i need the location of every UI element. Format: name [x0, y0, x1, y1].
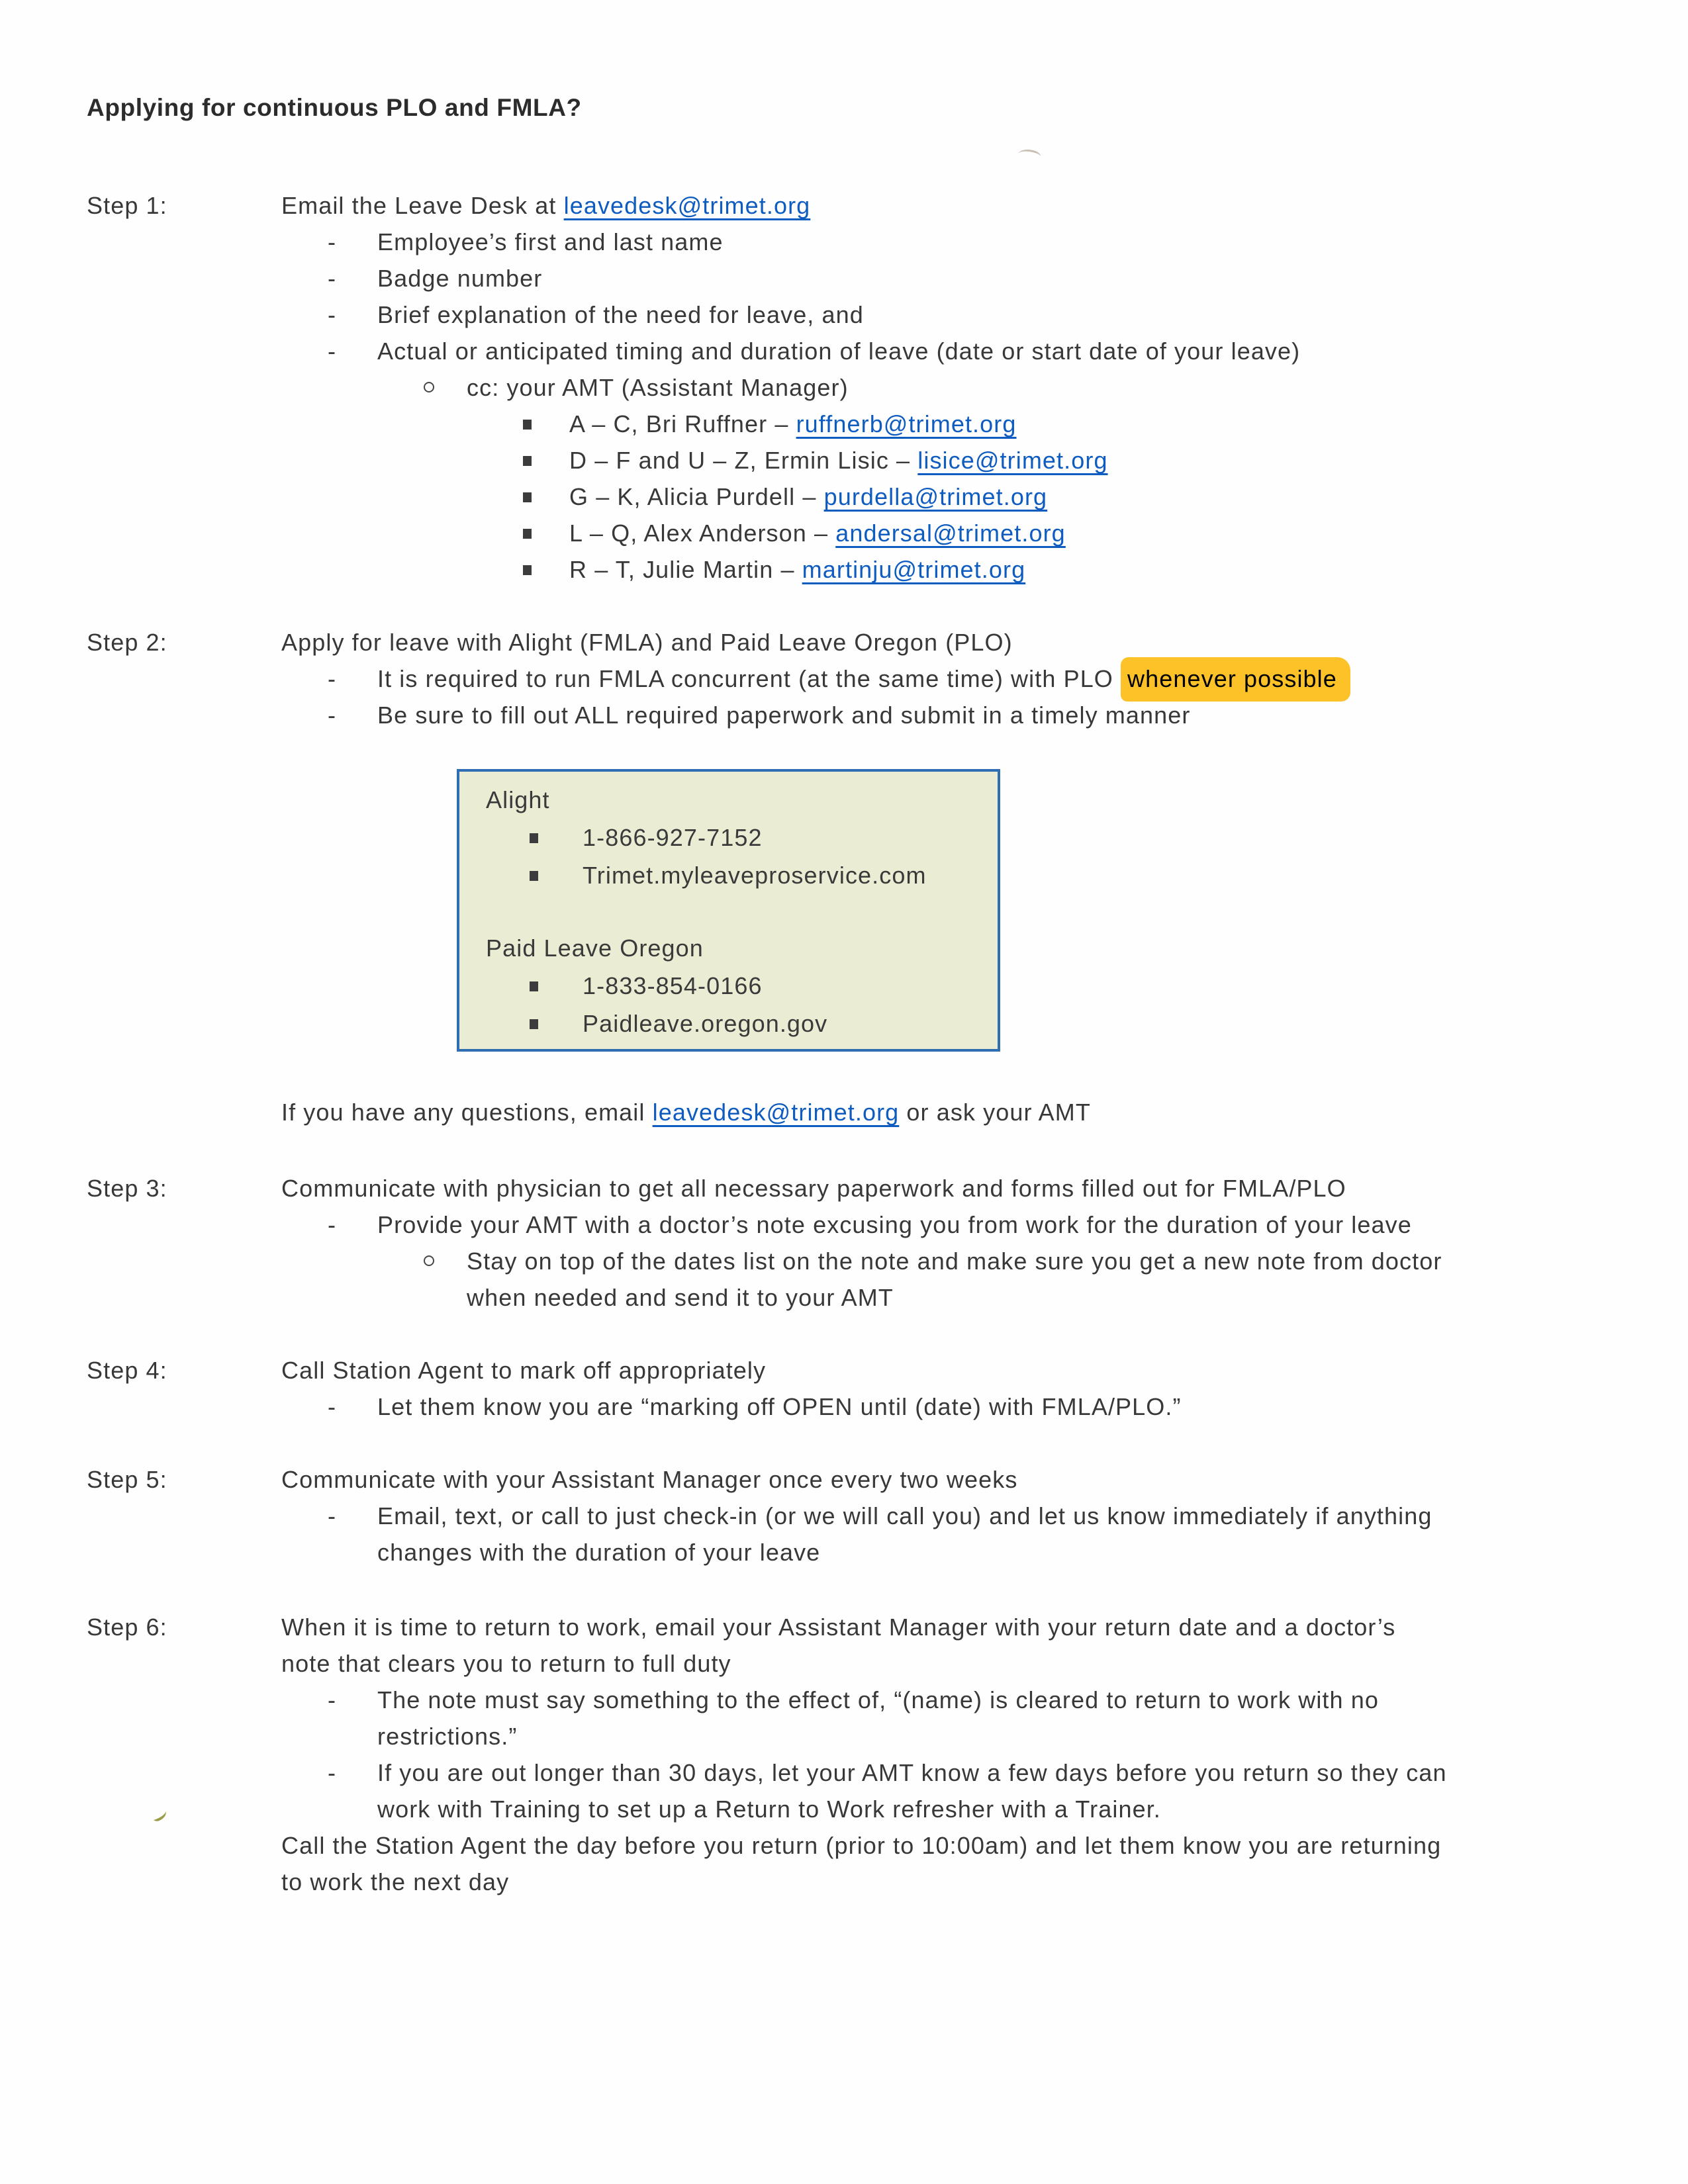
step-2-section [87, 624, 1688, 1130]
step-2-bullet-paperwork [281, 697, 1688, 733]
leavedesk-email-link[interactable]: leavedesk@trimet.org [652, 1099, 900, 1126]
amt-contact-row [281, 406, 1688, 442]
step-3-label: Step 3: [87, 1175, 167, 1202]
dash-bullet-icon: - [328, 265, 337, 292]
dash-bullet-icon: - [328, 1759, 337, 1786]
alight-phone-row [486, 819, 984, 856]
step-1-section [87, 187, 1688, 588]
questions-note [281, 1094, 1688, 1130]
step-3-sub-dates-text-1: Stay on top of the dates list on the note and make sure you get a new note from doctor [467, 1248, 1442, 1275]
step-1-heading-text: Email the Leave Desk at [281, 192, 564, 219]
amt-contact-row [281, 551, 1688, 588]
amt-contact-row [281, 442, 1688, 478]
box-spacer [486, 894, 984, 929]
dash-bullet-icon: - [328, 1211, 337, 1238]
step-1-label: Step 1: [87, 192, 167, 219]
step-2-body [281, 624, 1688, 1130]
step-1-cc-line [281, 369, 1688, 406]
step-4-label: Step 4: [87, 1357, 167, 1384]
square-bullet-icon [523, 529, 532, 539]
plo-phone: 1-833-854-0166 [583, 972, 763, 999]
circle-bullet-icon [424, 382, 434, 392]
step-4-bullet-markoff [281, 1388, 1688, 1425]
square-bullet-icon [523, 456, 532, 466]
amt-anderson-email-link[interactable]: andersal@trimet.org [835, 520, 1066, 547]
step-1-bullet-badge-text: Badge number [377, 265, 543, 292]
leavedesk-email-link[interactable]: leavedesk@trimet.org [563, 192, 811, 219]
step-4-section [87, 1352, 1688, 1425]
dash-bullet-icon: - [328, 1502, 337, 1529]
step-5-heading: Communicate with your Assistant Manager once every two weeks [281, 1466, 1018, 1493]
square-bullet-icon [523, 565, 532, 575]
step-6-bullet-note-line-2: restrictions.” [377, 1723, 518, 1750]
alight-website: Trimet.myleaveproservice.com [583, 862, 927, 889]
step-3-sub-dates-line-2: when needed and send it to your AMT [467, 1284, 894, 1311]
dash-bullet-icon: - [328, 301, 337, 328]
step-5-bullet-checkin-line-2: changes with the duration of your leave [377, 1539, 821, 1566]
square-bullet-icon [530, 981, 538, 991]
step-6-tail-line-2: to work the next day [281, 1868, 510, 1895]
square-bullet-icon [523, 492, 532, 502]
amt-purdell-email-link[interactable]: purdella@trimet.org [823, 483, 1048, 510]
step-6-label: Step 6: [87, 1614, 167, 1641]
plo-phone-row [486, 967, 984, 1005]
step-3-heading: Communicate with physician to get all necessary paperwork and forms filled out for FMLA/PLO [281, 1175, 1346, 1202]
step-6-bullet-30days-line-1 [281, 1754, 1688, 1791]
amt-contact-text: R – T, Julie Martin – [569, 556, 802, 583]
amt-contact-text: L – Q, Alex Anderson – [569, 520, 836, 547]
step-1-bullet-timing [281, 333, 1688, 369]
amt-contact-text: G – K, Alicia Purdell – [569, 483, 824, 510]
dash-bullet-icon: - [328, 1686, 337, 1713]
step-3-body [281, 1170, 1688, 1316]
step-1-bullet-name [281, 224, 1688, 260]
dash-bullet-icon: - [328, 338, 337, 365]
step-4-body [281, 1352, 1688, 1425]
step-6-bullet-30days-text-1: If you are out longer than 30 days, let your AMT know a few days before you return so they can [377, 1759, 1447, 1786]
step-1-bullet-badge [281, 260, 1688, 296]
step-2-bullet-concurrent [281, 660, 1688, 697]
dash-bullet-icon: - [328, 702, 337, 729]
step-1-bullet-explanation-text: Brief explanation of the need for leave, and [377, 301, 864, 328]
square-bullet-icon [530, 1019, 538, 1029]
step-1-heading [281, 187, 1688, 224]
amt-ruffner-email-link[interactable]: ruffnerb@trimet.org [796, 410, 1017, 437]
step-2-label: Step 2: [87, 629, 167, 656]
circle-bullet-icon [424, 1255, 434, 1266]
contact-info-box [457, 769, 1000, 1052]
step-2-bullet-concurrent-text: It is required to run FMLA concurrent (at the same time) with PLO [377, 665, 1121, 692]
step-3-bullet-doctor-note-text: Provide your AMT with a doctor’s note excusing you from work for the duration of your leave [377, 1211, 1412, 1238]
step-6-bullet-note-text-1: The note must say something to the effect of, “(name) is cleared to return to work with no [377, 1686, 1380, 1713]
step-2-heading: Apply for leave with Alight (FMLA) and Paid Leave Oregon (PLO) [281, 629, 1013, 656]
step-5-bullet-checkin-text-1: Email, text, or call to just check-in (or we will call you) and let us know immediately if anything [377, 1502, 1432, 1529]
step-5-body [281, 1461, 1688, 1570]
questions-note-pre: If you have any questions, email [281, 1099, 653, 1126]
amt-contact-row [281, 478, 1688, 515]
amt-contact-text: A – C, Bri Ruffner – [569, 410, 796, 437]
amt-lisic-email-link[interactable]: lisice@trimet.org [917, 447, 1108, 474]
square-bullet-icon [530, 871, 538, 881]
dash-bullet-icon: - [328, 665, 337, 692]
alight-title: Alight [486, 786, 550, 813]
plo-website: Paidleave.oregon.gov [583, 1010, 828, 1037]
plo-website-row [486, 1005, 984, 1042]
step-5-section [87, 1461, 1688, 1570]
step-3-bullet-doctor-note [281, 1206, 1688, 1243]
amt-contact-row [281, 515, 1688, 551]
step-5-bullet-checkin-line-1 [281, 1498, 1688, 1534]
step-6-body [281, 1609, 1688, 1900]
questions-note-post: or ask your AMT [899, 1099, 1091, 1126]
step-1-bullet-explanation [281, 296, 1688, 333]
step-2-bullet-paperwork-text: Be sure to fill out ALL required paperwork and submit in a timely manner [377, 702, 1191, 729]
step-6-tail-line-1: Call the Station Agent the day before you return (prior to 10:00am) and let them know you are returning [281, 1832, 1442, 1859]
square-bullet-icon [523, 420, 532, 430]
alight-website-row [486, 856, 984, 894]
step-6-bullet-30days-line-2: work with Training to set up a Return to Work refresher with a Trainer. [377, 1796, 1161, 1823]
step-4-bullet-markoff-text: Let them know you are “marking off OPEN until (date) with FMLA/PLO.” [377, 1393, 1182, 1420]
amt-martin-email-link[interactable]: martinju@trimet.org [802, 556, 1026, 583]
step-1-cc-text: cc: your AMT (Assistant Manager) [467, 374, 849, 401]
square-bullet-icon [530, 833, 538, 843]
plo-title: Paid Leave Oregon [486, 934, 704, 962]
step-3-section [87, 1170, 1688, 1316]
step-4-heading: Call Station Agent to mark off appropriately [281, 1357, 767, 1384]
step-3-sub-dates-line-1 [281, 1243, 1688, 1279]
highlighted-text: whenever possible [1121, 657, 1350, 702]
scan-artifact-squiggle [1017, 148, 1042, 163]
amt-contact-text: D – F and U – Z, Ermin Lisic – [569, 447, 918, 474]
step-6-heading-line-1: When it is time to return to work, email your Assistant Manager with your return date and a doctor’s [281, 1614, 1396, 1641]
step-6-bullet-note-line-1 [281, 1682, 1688, 1718]
step-1-bullet-name-text: Employee’s first and last name [377, 228, 724, 255]
step-1-body [281, 187, 1688, 588]
step-6-section [87, 1609, 1688, 1900]
step-5-label: Step 5: [87, 1466, 167, 1493]
step-1-bullet-timing-text: Actual or anticipated timing and duration of leave (date or start date of your leave) [377, 338, 1301, 365]
page-title: Applying for continuous PLO and FMLA? [87, 94, 582, 121]
dash-bullet-icon: - [328, 1393, 337, 1420]
alight-phone: 1-866-927-7152 [583, 824, 763, 851]
dash-bullet-icon: - [328, 228, 337, 255]
step-6-heading-line-2: note that clears you to return to full duty [281, 1650, 731, 1677]
